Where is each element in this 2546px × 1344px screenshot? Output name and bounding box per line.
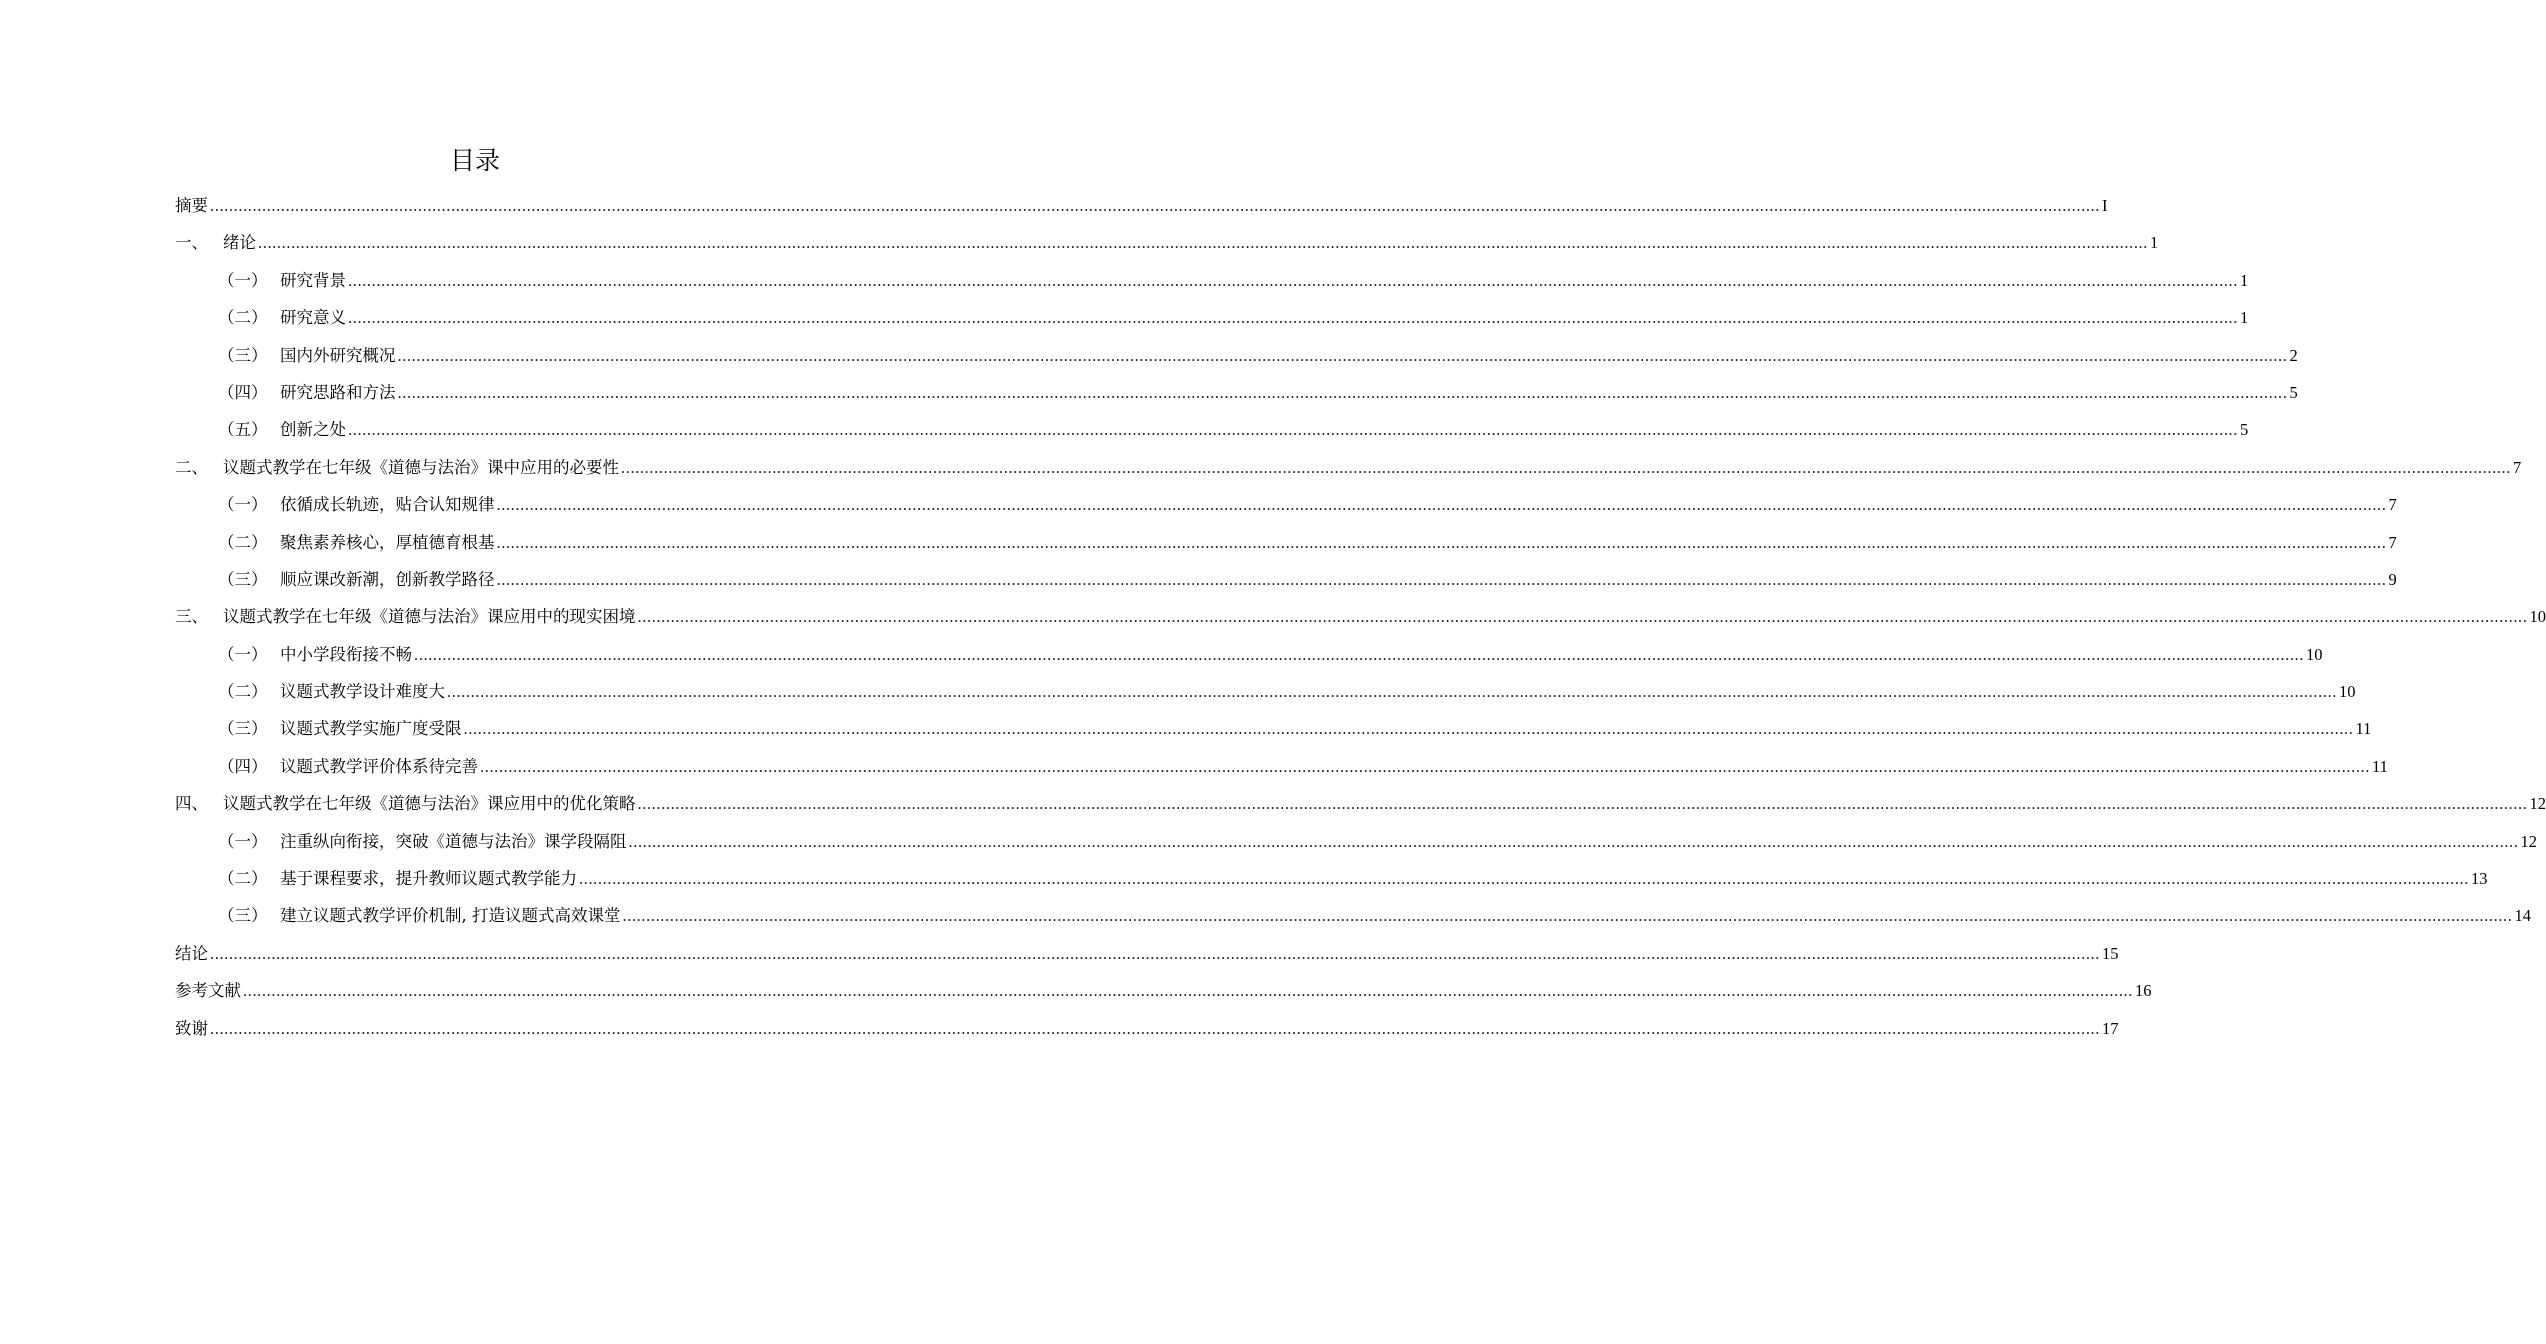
toc-entry[interactable] (175, 788, 2546, 825)
dot-leader: ................................................................................................................................................................................................................................................................................................................................................................................................................ (397, 345, 2288, 365)
toc-subentry[interactable] (175, 564, 2397, 601)
toc-subentry[interactable] (175, 676, 2356, 713)
toc-page-number: 12 (2520, 831, 2537, 851)
toc-page-number: 16 (2135, 981, 2152, 1001)
toc-entry-title: 注重纵向衔接，突破《道德与法治》课学段隔阻 (280, 831, 627, 851)
toc-entry[interactable] (175, 452, 2522, 489)
dot-leader: ................................................................................................................................................................................................................................................................................................................................................................................................................ (414, 644, 2304, 664)
toc-entry-number: （五） (218, 420, 268, 440)
dot-leader: ................................................................................................................................................................................................................................................................................................................................................................................................................ (210, 943, 2100, 963)
toc-entry-number: 三、 (175, 607, 208, 627)
toc-entry-number: （二） (218, 869, 268, 889)
toc-entry-title: 研究思路和方法 (280, 382, 396, 402)
dot-leader: ................................................................................................................................................................................................................................................................................................................................................................................................................ (621, 457, 2511, 477)
toc-entry-number: （四） (218, 756, 268, 776)
toc-entry-title: 议题式教学实施广度受限 (280, 719, 462, 739)
toc-entry-title: 国内外研究概况 (280, 345, 396, 365)
toc-entry-title: 中小学段衔接不畅 (280, 644, 412, 664)
dot-leader: ................................................................................................................................................................................................................................................................................................................................................................................................................ (447, 682, 2337, 702)
dot-leader: ................................................................................................................................................................................................................................................................................................................................................................................................................ (258, 233, 2148, 253)
toc-subentry[interactable] (175, 751, 2388, 788)
toc-page-number: 11 (2372, 756, 2388, 776)
toc-entry-title: 摘要 (175, 196, 208, 215)
toc-subentry[interactable] (175, 489, 2397, 526)
toc-subentry[interactable] (175, 900, 2531, 937)
toc-entry-number: （一） (218, 495, 268, 515)
toc-page-number: 5 (2289, 382, 2298, 402)
toc-entry-title: 议题式教学在七年级《道德与法治》课应用中的现实困境 (223, 607, 636, 627)
toc-entry[interactable] (175, 938, 2119, 975)
toc-entry-title: 顺应课改新潮，创新教学路径 (280, 569, 495, 589)
toc-entry[interactable] (175, 601, 2546, 638)
toc-entry-title: 绪论 (223, 233, 256, 253)
toc-entry-title: 建立议题式教学评价机制, 打造议题式高效课堂 (280, 906, 621, 926)
toc-entry[interactable] (175, 975, 2152, 1012)
dot-leader: ................................................................................................................................................................................................................................................................................................................................................................................................................ (348, 270, 2238, 290)
toc-entry-number: 二、 (175, 457, 208, 477)
toc-entry-number: （三） (218, 569, 268, 589)
toc-entry-number: （二） (218, 308, 268, 328)
dot-leader: ................................................................................................................................................................................................................................................................................................................................................................................................................ (348, 308, 2238, 328)
toc-entry-number: 四、 (175, 794, 208, 814)
page-title: 目录 (449, 146, 500, 175)
dot-leader: ................................................................................................................................................................................................................................................................................................................................................................................................................ (397, 382, 2288, 402)
dot-leader: ................................................................................................................................................................................................................................................................................................................................................................................................................ (463, 719, 2354, 739)
toc-entry-title: 议题式教学评价体系待完善 (280, 756, 478, 776)
toc-subentry[interactable] (175, 713, 2372, 750)
dot-leader: ................................................................................................................................................................................................................................................................................................................................................................................................................ (348, 420, 2238, 440)
toc-entry[interactable] (175, 1013, 2119, 1050)
dot-leader: ................................................................................................................................................................................................................................................................................................................................................................................................................ (210, 1018, 2100, 1038)
toc-entry-number: （一） (218, 644, 268, 664)
table-of-contents (175, 190, 2546, 1050)
toc-page-number: I (2102, 196, 2108, 215)
toc-page-number: 10 (2306, 644, 2323, 664)
toc-entry-title: 议题式教学设计难度大 (280, 682, 445, 702)
dot-leader: ................................................................................................................................................................................................................................................................................................................................................................................................................ (210, 196, 2100, 215)
toc-entry-number: （三） (218, 345, 268, 365)
toc-page-number: 10 (2529, 607, 2546, 627)
toc-entry-title: 致谢 (175, 1018, 208, 1038)
toc-entry-title: 聚焦素养核心，厚植德育根基 (280, 532, 495, 552)
toc-entry-number: （二） (218, 532, 268, 552)
toc-subentry[interactable] (175, 527, 2397, 564)
toc-entry-title: 基于课程要求，提升教师议题式教学能力 (280, 869, 577, 889)
toc-entry-title: 议题式教学在七年级《道德与法治》课应用中的优化策略 (223, 794, 636, 814)
toc-entry-title: 结论 (175, 943, 208, 963)
toc-entry-number: （二） (218, 682, 268, 702)
dot-leader: ................................................................................................................................................................................................................................................................................................................................................................................................................ (243, 981, 2133, 1001)
toc-page-number: 7 (2388, 532, 2397, 552)
dot-leader: ................................................................................................................................................................................................................................................................................................................................................................................................................ (496, 569, 2387, 589)
toc-entry-number: （四） (218, 382, 268, 402)
toc-entry-number: （一） (218, 831, 268, 851)
dot-leader: ................................................................................................................................................................................................................................................................................................................................................................................................................ (480, 756, 2370, 776)
toc-entry-title: 研究背景 (280, 270, 346, 290)
toc-page-number: 14 (2514, 906, 2531, 926)
toc-page-number: 11 (2355, 719, 2372, 739)
dot-leader: ................................................................................................................................................................................................................................................................................................................................................................................................................ (622, 906, 2513, 926)
toc-entry-number: 一、 (175, 233, 208, 253)
toc-entry-title: 议题式教学在七年级《道德与法治》课中应用的必要性 (223, 457, 619, 477)
toc-subentry[interactable] (175, 302, 2249, 339)
toc-entry-number: （三） (218, 906, 268, 926)
toc-page-number: 7 (2513, 457, 2522, 477)
toc-entry[interactable] (175, 190, 2108, 227)
dot-leader: ................................................................................................................................................................................................................................................................................................................................................................................................................ (628, 831, 2519, 851)
toc-entry-number: （一） (218, 270, 268, 290)
toc-page-number: 1 (2240, 308, 2249, 328)
dot-leader: ................................................................................................................................................................................................................................................................................................................................................................................................................ (579, 869, 2469, 889)
dot-leader: ................................................................................................................................................................................................................................................................................................................................................................................................................ (637, 607, 2528, 627)
dot-leader: ................................................................................................................................................................................................................................................................................................................................................................................................................ (637, 794, 2528, 814)
toc-page-number: 17 (2102, 1018, 2119, 1038)
toc-subentry[interactable] (175, 639, 2323, 676)
toc-subentry[interactable] (175, 377, 2298, 414)
toc-page-number: 7 (2388, 495, 2397, 515)
toc-subentry[interactable] (175, 265, 2249, 302)
dot-leader: ................................................................................................................................................................................................................................................................................................................................................................................................................ (496, 532, 2387, 552)
dot-leader: ................................................................................................................................................................................................................................................................................................................................................................................................................ (496, 495, 2387, 515)
toc-entry-title: 依循成长轨迹，贴合认知规律 (280, 495, 495, 515)
toc-entry-title: 创新之处 (280, 420, 346, 440)
toc-entry[interactable] (175, 227, 2159, 264)
toc-subentry[interactable] (175, 826, 2537, 863)
toc-page-number: 1 (2150, 233, 2159, 253)
toc-page-number: 9 (2388, 569, 2397, 589)
toc-subentry[interactable] (175, 863, 2488, 900)
toc-page-number: 15 (2102, 943, 2119, 963)
toc-entry-title: 研究意义 (280, 308, 346, 328)
toc-page-number: 12 (2529, 794, 2546, 814)
toc-page-number: 13 (2471, 869, 2488, 889)
toc-entry-title: 参考文献 (175, 981, 241, 1001)
toc-entry-number: （三） (218, 719, 268, 739)
toc-subentry[interactable] (175, 340, 2298, 377)
toc-page-number: 2 (2289, 345, 2298, 365)
toc-page-number: 1 (2240, 270, 2249, 290)
toc-subentry[interactable] (175, 414, 2249, 451)
toc-page-number: 10 (2339, 682, 2356, 702)
toc-page-number: 5 (2240, 420, 2249, 440)
